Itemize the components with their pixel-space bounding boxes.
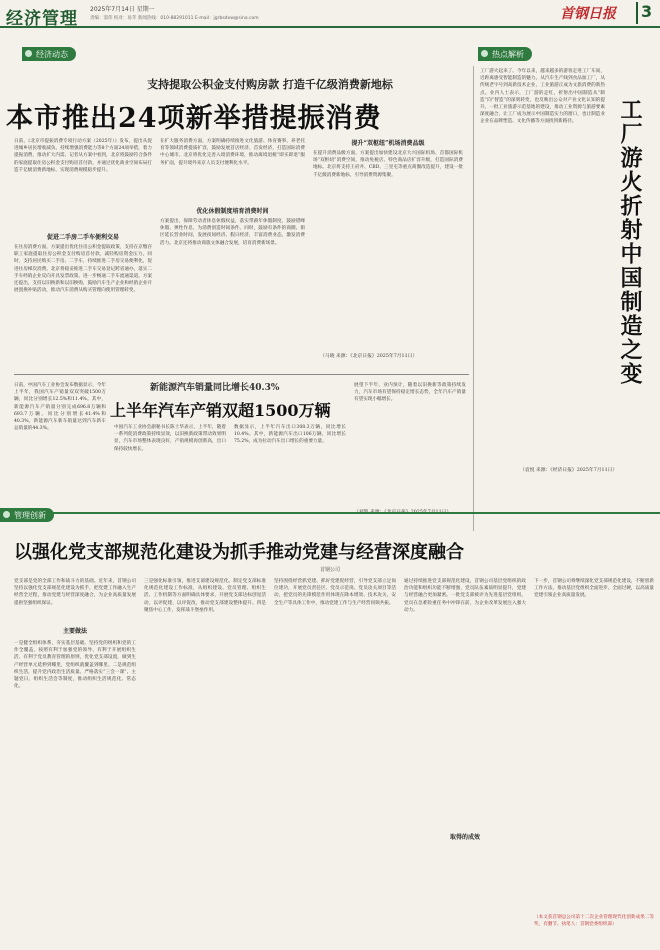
section-rule <box>14 374 469 375</box>
party-headline: 以强化党支部规范化建设为抓手推动党建与经营深度融合 <box>14 542 464 563</box>
auto-kicker: 新能源汽车销量同比增长40.3% <box>150 383 280 393</box>
masthead-logo: 首钢日报 <box>560 6 616 22</box>
lead-col-1: 在住房消费方面，方案提出优化住房公积金提取政策，支持在京缴存职工家庭提取住房公积金支付购房首付款，减轻购房资金压力。同时，支持居民购买二手房、二手车，持续推进二手房交易便利化，促进住房梯次消费。北京将稳妥推进二手车交易登记跨省通办，落实二手车经销企业反向开具发票政策，进一步畅通二手车流通渠道。方案还提出，支持以旧换新和以旧换购，鼓励汽车生产企业和经销企业开展置换补贴活动，推动汽车消费从购买管理向使用管理转变。 <box>14 245 152 294</box>
party-intro: 党支部是党的全部工作和战斗力的基础。近年来，首钢公司坚持以强化党支部规范化建设为抓手，把党建工作融入生产经营全过程，推动党建与经营深度融合，为企业高质量发展提供坚强组织保证。 <box>14 579 136 606</box>
lead-source: （马晓 来源：《北京日报》2025年7月11日） <box>320 354 418 359</box>
party-col-4: 通过持续推进党支部规范化建设，首钢公司基层党组织的政治功能和组织功能不断增强，党员队伍素质明显提升，党建与经营融合更加紧密。一批党支部被评为先进基层党组织，党员在急难险重任务中冲锋在前，为企业改革发展注入强大动力。 <box>404 579 526 613</box>
lead-col-2b: 方案提出，保障劳动者休息休假权益，落实带薪年休假制度，鼓励错峰休假、弹性作息，为消费创造时间条件。同时，鼓励有条件的商圈、街区延长营业时间，发展夜间经济、假日经济，丰富消费业态，激发消费活力。北京还将推动商旅文体融合发展，培育消费新场景。 <box>160 219 305 246</box>
tag-management: 管理创新 <box>0 508 54 522</box>
page-header <box>0 0 660 28</box>
hot-source: （袁悦 来源：《经济日报》2025年7月11日） <box>520 468 618 473</box>
section-rule-green <box>0 512 660 514</box>
contact-line: 责编：窦伟 校对：易苹 新闻热线：010-88291011 E-mail：jgrbsdxw@sina.com <box>90 16 259 21</box>
auto-col-a: 日前，中国汽车工业协会发布数据显示，今年上半年，我国汽车产销量双双突破1500万辆，同比分别增长12.5%和11.4%。其中，新能源汽车产销量分别完成696.8万辆和693.7万辆，同比分别增长41.4%和40.3%，新能源汽车新车销量达到汽车新车总销量的44.3%。 <box>14 383 106 432</box>
page-number: 3 <box>636 2 658 24</box>
party-sub-2: 取得的成效 <box>449 834 480 841</box>
lead-intro: 日前，《北京市提振消费专项行动方案（2025年）》发布，提出从促进城乡居民增收减负、持续增强消费能力等8个方面24项举措，着力提振消费，推动扩大内需。记者从方案中看到，北京将鼓励符合条件的家庭提取住房公积金支付购房首付款，并通过优化商业空间布局打造千亿级消费新地标，实现消费规模稳步提升。 <box>14 139 152 173</box>
lead-sub-3: 提升“双枢纽”机场消费品级 <box>351 140 425 147</box>
dateline: 2025年7月14日 星期一 <box>90 6 155 13</box>
lead-headline: 本市推出24项新举措提振消费 <box>6 103 382 134</box>
party-byline: 首钢公司 <box>320 567 341 573</box>
lead-sub-1: 促进二手房二手车便利交易 <box>46 234 119 241</box>
tag-economy: 经济动态 <box>22 47 76 61</box>
party-footnote: （本文获首钢总公司第十二次企业管理现代化创新成果二等奖，有删节。执笔人：首钢党委组织部） <box>534 915 654 928</box>
column-divider <box>473 66 474 531</box>
auto-col-b: 中国汽车工业协会副秘书长陈士华表示，上半年，随着一系列促消费政策持续显效，以旧换新政策带动效果明显，汽车市场整体表现良好，产销规模再创新高，出口保持较快增长。 <box>114 425 226 452</box>
lead-kicker: 支持提取公积金支付购房款 打造千亿级消费新地标 <box>147 78 393 91</box>
lead-col-3: 在提升消费品级方面，方案提出加快建设北京大兴国际机场、首都国际机场“双枢纽”消费空间，推动免税店、特色商品店扩容升级，打造国际消费地标。北京将支持王府井、CBD、三里屯等重点商圈改造提升，建设一批千亿级消费新地标，引导消费资源集聚。 <box>313 151 463 178</box>
auto-col-c: 数据显示，上半年汽车出口308.3万辆，同比增长10.4%。其中，新能源汽车出口106万辆，同比增长75.2%，成为拉动汽车出口增长的重要力量。 <box>234 425 346 445</box>
tag-hot: 热点解析 <box>478 47 532 61</box>
party-col-1: 一是健全组织体系，夯实基层基础。坚持党的组织和党的工作全覆盖，按照有利于加强党的领导、有利于开展组织生活、有利于党员教育管理的原则，优化党支部设置，做到生产经营单元延伸到哪里，党组织就覆盖到哪里。二是规范组织生活，提升党内政治生活质量。严格落实“三会一课”、主题党日、组织生活会等制度，推动组织生活规范化、常态化。 <box>14 641 136 690</box>
lead-sub-2: 优化休假制度培育消费时间 <box>196 208 269 215</box>
party-col-5: 下一步，首钢公司将继续深化党支部规范化建设，不断创新工作方法，推动基层党组织全面进步、全面过硬，以高质量党建引领企业高质量发展。 <box>534 579 654 599</box>
hot-headline: 工厂游火折射中国制造之变 <box>617 98 643 386</box>
section-name: 经济管理 <box>6 9 78 29</box>
hot-body: 工厂游火起来了。今年以来，越来越多的游客走进工厂车间，近距离感受智能制造的魅力。从汽车生产线到食品加工厂，从传统老字号到高新技术企业，工业旅游正成为文旅消费的新热点。业内人士表示，工厂游的走红，折射出中国制造从“制造”向“智造”的深刻转变，也反映出公众对产业文化认知的提升。一批工业旅游示范基地的建设，推动工业资源与旅游要素深度融合，让工厂成为展示中国制造实力的窗口，也让制造业企业在品牌塑造、文化传播等方面找到新路径。 <box>480 69 605 125</box>
party-sub-1: 主要做法 <box>62 628 87 635</box>
lead-col-2: 在扩大服务消费方面，方案明确持续推进文化旅游、体育赛事、养老托育等领域消费提质扩容，鼓励发展首店经济、首发经济，打造国际消费中心城市。北京将优化完善入境消费环境，推动离境退税“即买即退”服务扩面，提升境外来京人员支付便利化水平。 <box>160 139 305 166</box>
party-col-2: 三是强化标准引领，推进支部建设规范化。制定党支部标准化规范化建设工作标准，从组织建设、党员管理、组织生活、工作机制等方面明确具体要求，开展党支部达标创星活动，以评促建、以评促改，推动党支部建设整体提升。四是聚焦中心工作，发挥战斗堡垒作用。 <box>144 579 266 613</box>
party-col-3: 坚持围绕经营抓党建、抓好党建促经营，引导党支部立足岗位建功，开展党员责任区、党员示范岗、党员攻关项目等活动，把党员的先锋模范作用体现在降本增效、技术攻关、安全生产等具体工作中，推动党建工作与生产经营同频共振。 <box>274 579 396 606</box>
auto-col-d: 展望下半年，业内预计，随着以旧换新等政策持续发力，汽车市场有望保持稳定增长态势，全年汽车产销量有望实现小幅增长。 <box>354 383 466 403</box>
auto-headline: 上半年汽车产销双超1500万辆 <box>110 401 331 420</box>
